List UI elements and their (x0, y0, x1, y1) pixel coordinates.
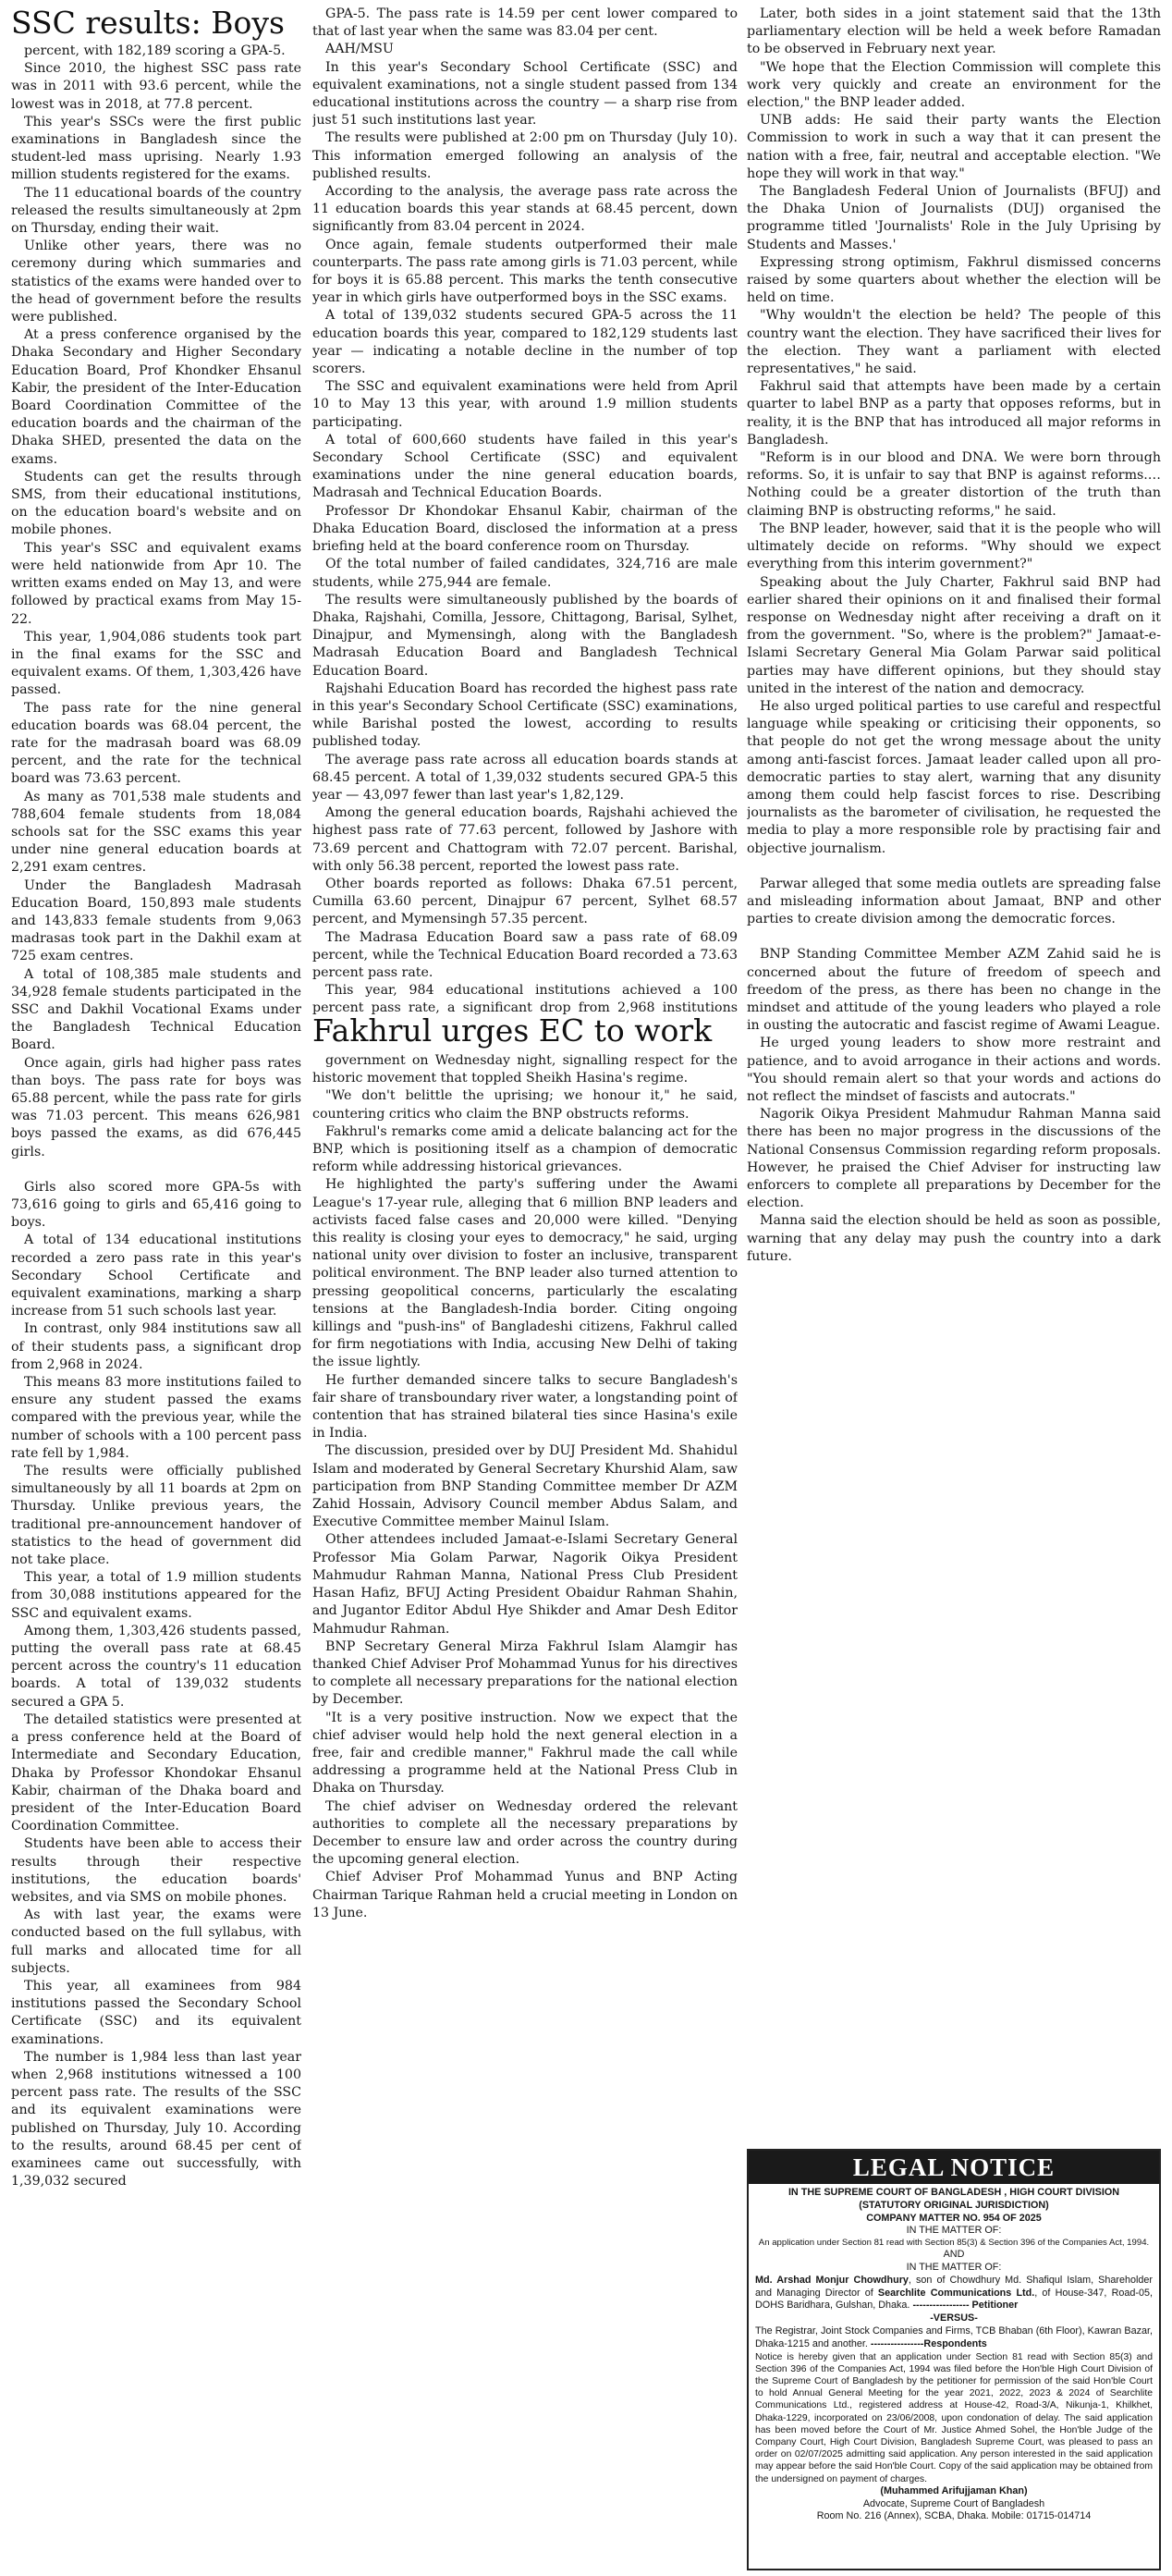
paragraph: The detailed statistics were presented at a press conference held at the Board of Intermediate and Secondary Education, Dhaka by Professor Khondokar Ehsanul Kabir, chairman of the Dhaka board and president of the Inter-Education Board Coordination Committee. (11, 1711, 301, 1834)
paragraph: The discussion, presided over by DUJ President Md. Shahidul Islam and moderated by General Secretary Khurshid Alam, saw participation from BNP Standing Committee member Dr AZM Zahid Hossain, Advisory Council member Abdus Salam, and Executive Committee member Mainul Islam. (312, 1443, 738, 1530)
matter-number: COMPANY MATTER NO. 954 OF 2025 (866, 2212, 1042, 2224)
paragraph: This year's SSC and equivalent exams were held nationwide from Apr 10. The written exams ended on May 13, and were followed by practical exams from May 15-22. (11, 540, 301, 627)
paragraph: Later, both sides in a joint statement said that the 13th parliamentary election will be held a week before Ramadan to be observed in February next year. (747, 6, 1161, 57)
paragraph: The chief adviser on Wednesday ordered the relevant authorities to complete all the necessary preparations by December to ensure law and order across the country during the upcoming general election. (312, 1798, 738, 1868)
jurisdiction: (STATUTORY ORIGINAL JURISDICTION) (859, 2199, 1049, 2211)
ssc-column-2 (312, 6, 738, 1017)
paragraph: The average pass rate across all education boards stands at 68.45 percent. A total of 1,39,032 students secured GPA-5 this year — 43,097 fewer than last year's 1,82,129. (312, 752, 738, 803)
respondent-text: The Registrar, Joint Stock Companies and Firms, TCB Bhaban (6th Floor), Kawran Bazar, Dhaka-1215 and another. (755, 2325, 1153, 2349)
paragraph: "Reform is in our blood and DNA. We were born through reforms. So, it is unfair to say that BNP is against reforms.…Nothing could be a greater distortion of the truth than claiming BNP is obstructing reforms," he said. (747, 450, 1161, 519)
paragraph: Students can get the results through SMS, from their educational institutions, on the education board's website and on mobile phones. (11, 469, 301, 538)
paragraph: He urged young leaders to show more restraint and patience, and to avoid arrogance in their actions and words. "You should remain alert so that your words and actions do not reflect the mindset of fascists and autocrats." (747, 1036, 1161, 1104)
petitioner-desc: , son of Chowdhury Md. Shafiqul Islam, Shareholder and Managing Director of (755, 2274, 1153, 2299)
paragraph: The results were simultaneously published by the boards of Dhaka, Rajshahi, Comilla, Jessore, Chittagong, Barisal, Sylhet, Dinajpur, and Mymensingh, along with the Bangladesh Madrasah Education Board and Bangladesh Technical Education Board. (312, 592, 738, 679)
paragraph: Other boards reported as follows: Dhaka 67.51 percent, Cumilla 63.60 percent, Dinajpur 67 percent, Sylhet 68.57 percent, and Mymensingh 57.35 percent. (312, 876, 738, 927)
paragraph: At a press conference organised by the Dhaka Secondary and Higher Secondary Education Board, Prof Khondker Ehsanul Kabir, the president of the Inter-Education Board Coordination Committee of the education boards and the chairman of the Dhaka SHED, presented the data on the exams. (11, 327, 301, 467)
ssc-column-1-text (11, 43, 301, 2190)
paragraph: Speaking about the July Charter, Fakhrul said BNP had earlier shared their opinions on it and finalised their formal response on Wednesday night after receiving a draft on it from the government. "So, where is the problem?" Jamaat-e-Islami Secretary General Mia Golam Parwar said political parties may have different opinions, but they should stay united in the interest of the nation and democracy. (747, 574, 1161, 696)
versus-label: -VERSUS- (930, 2312, 978, 2325)
paragraph: Chief Adviser Prof Mohammad Yunus and BNP Acting Chairman Tarique Rahman held a crucial meeting in London on 13 June. (312, 1870, 738, 1920)
respondent-block (755, 2325, 1153, 2351)
paragraph: Expressing strong optimism, Fakhrul dismissed concerns raised by some quarters about whether the election will be held on time. (747, 254, 1161, 306)
paragraph: Professor Dr Khondokar Ehsanul Kabir, chairman of the Dhaka Education Board, disclosed the information at a press briefing held at the board conference room on Thursday. (312, 503, 738, 555)
paragraph: Nagorik Oikya President Mahmudur Rahman Manna said there has been no major progress in the discussions of the National Consensus Commission regarding reform proposals. However, he praised the Chief Adviser for instructing law enforcers to complete all preparations by December for the election. (747, 1107, 1161, 1211)
paragraph: percent, with 182,189 scoring a GPA-5. (24, 43, 286, 58)
paragraph: A total of 600,660 students have failed in this year's Secondary School Certificate (SSC) and equivalent examinations under the nine general education boards, Madrasah and Technical Education Boards. (312, 432, 738, 501)
paragraph: This year's SSCs were the first public examinations in Bangladesh since the student-led mass uprising. Nearly 1.93 million students registered for the exams. (11, 114, 301, 183)
paragraph: The number is 1,984 less than last year when 2,968 institutions witnessed a 100 percent pass rate. The results of the SSC and its equivalent examinations were published on Thursday, July 10. According to the results, around 68.45 per cent of examinees came out successfully, with 1,39,032 secured (11, 2049, 301, 2190)
paragraph: According to the analysis, the average pass rate across the 11 education boards this year stands at 68.45 percent, down significantly from 83.04 percent in 2024. (312, 184, 738, 235)
ssc-headline: SSC results: Boys (11, 6, 285, 41)
legal-notice-body (749, 2184, 1159, 2527)
paragraph: Manna said the election should be held as soon as possible, warning that any delay may push the country into a dark future. (747, 1213, 1161, 1264)
paragraph: The results were officially published simultaneously by all 11 boards at 2pm on Thursday. Unlike previous years, the traditional pre-announcement handover of statistics to the head of government did not take place. (11, 1464, 301, 1568)
petitioner-name: Md. Arshad Monjur Chowdhury (755, 2274, 909, 2286)
paragraph: Once again, female students outperformed their male counterparts. The pass rate among girls is 71.03 percent, while for boys it is 65.88 percent. This marks the tenth consecutive year in which girls have outperformed boys in the SSC exams. (312, 237, 738, 306)
ssc-column-1 (11, 6, 301, 2570)
paragraph: "We hope that the Election Commission will complete this work very quickly and create an environment for the election," the BNP leader added. (747, 59, 1161, 111)
paragraph: The results were published at 2:00 pm on Thursday (July 10). This information emerged following an analysis of the published results. (312, 130, 738, 181)
paragraph: Under the Bangladesh Madrasah Education Board, 150,893 male students and 143,833 female students from 9,063 madrasas took part in the Dakhil exam at 725 exam centres. (11, 877, 301, 964)
paragraph: Unlike other years, there was no ceremony during which summaries and statistics of the exams were handed over to the head of government before the results were published. (11, 239, 301, 325)
paragraph: Of the total number of failed candidates, 324,716 are male students, while 275,944 are female. (312, 557, 738, 590)
paragraph: He highlighted the party's suffering under the Awami League's 17-year rule, alleging that 6 million BNP leaders and activists faced false cases and 20,000 were killed. "Denying this reality is closing your eyes to democracy," he said, urging national unity over division to foster an inclusive, transparent political environment. The BNP leader also turned attention to pressing geopolitical concerns, particularly the escalating tensions at the Bangladesh-India border. Citing ongoing killings and "push-ins" of Bangladeshi citizens, Fakhrul called for firm negotiations with India, accusing New Delhi of taking the issue lightly. (312, 1177, 738, 1370)
paragraph: Fakhrul's remarks come amid a delicate balancing act for the BNP, which is positioning itself as a champion of democratic reform while addressing historical grievances. (312, 1123, 738, 1175)
paragraph: BNP Secretary General Mirza Fakhrul Islam Alamgir has thanked Chief Adviser Prof Mohammad Yunus for his directives to complete all necessary preparations for the national election by December. (312, 1638, 738, 1708)
in-matter-label-2: IN THE MATTER OF: (906, 2261, 1002, 2273)
paragraph: The pass rate for the nine general education boards was 68.04 percent, the rate for the madrasah board was 68.09 percent, and the rate for the technical board was 73.63 percent. (11, 700, 301, 787)
respondent-label: ----------------Respondents (870, 2337, 987, 2349)
signatory-name: (Muhammed Arifujjaman Khan) (880, 2484, 1028, 2496)
paragraph: The Madrasa Education Board saw a pass rate of 68.09 percent, while the Technical Education Board recorded a 73.63 percent pass rate. (312, 929, 738, 980)
petitioner-block (755, 2275, 1153, 2312)
paragraph: Students have been able to access their results through their respective institutions, the education boards' websites, and via SMS on mobile phones. (11, 1836, 301, 1905)
ssc-column-2-text (312, 6, 738, 1017)
application-text: An application under Section 81 read with Section 85(3) & Section 396 of the Companies Act, 1994. (758, 2238, 1150, 2249)
paragraph: Other attendees included Jamaat-e-Islami Secretary General Professor Mia Golam Parwar, Nagorik Oikya President Mahmudur Rahman Manna, National Press Club President Hasan Hafiz, BFUJ Acting President Obaidur Rahman Shahin, and Jugantor Editor Abdul Hye Shikder and Amar Desh Editor Mahmudur Rahman. (312, 1532, 738, 1637)
paragraph: The 11 educational boards of the country released the results simultaneously at 2pm on Thursday, ending their wait. (11, 185, 301, 237)
in-matter-label-1: IN THE MATTER OF: (906, 2225, 1002, 2237)
paragraph: UNB adds: He said their party wants the Election Commission to work in such a way that it can present the nation with a free, fair, neutral and acceptable election. "We hope they will work in that way." (747, 113, 1161, 181)
paragraph: As many as 701,538 male students and 788,604 female students from 18,084 schools sat for the SSC exams this year under nine general education boards at 2,291 exam centres. (11, 789, 301, 876)
paragraph: The BNP leader, however, said that it is the people who will ultimately decide on reforms. "Why should we expect everything from this interim government?" (747, 521, 1161, 572)
paragraph: A total of 134 educational institutions recorded a zero pass rate in this year's Secondary School Certificate and equivalent examinations, marking a sharp increase from 51 such schools last year. (11, 1233, 301, 1319)
petitioner-label: ----------------- Petitioner (912, 2300, 1019, 2312)
paragraph: This year, 1,904,086 students took part in the final exams for the SSC and equivalent exams. Of them, 1,303,426 have passed. (11, 629, 301, 698)
paragraph: He also urged political parties to use careful and respectful language while speaking or criticising their opponents, so that people do not get the wrong message about the unity among anti-fascist forces. Jamaat leader called upon all pro-democratic parties to stay alert, warning that any disunity among them could help fascist forces to rise. Describing journalists as the barometer of civilisation, he requested the media to play a more responsible role by practising fair and objective journalism. (747, 698, 1161, 856)
paragraph: This year, all examinees from 984 institutions passed the Secondary School Certificate (SSC) and its equivalent examinations. (11, 1978, 301, 2047)
paragraph: He further demanded sincere talks to secure Bangladesh's fair share of transboundary river water, a longstanding point of contention that has strained bilateral ties since Hasina's exile in India. (312, 1372, 738, 1441)
paragraph: In this year's Secondary School Certificate (SSC) and equivalent examinations, not a single student passed from 134 educational institutions across the country — a sharp rise from just 51 such institutions last year. (312, 59, 738, 129)
fakhrul-column-right-text (747, 6, 1161, 1266)
petitioner-address: , of House-347, Road-05, DOHS Baridhara, Gulshan, Dhaka. (755, 2287, 1153, 2312)
paragraph: Rajshahi Education Board has recorded the highest pass rate in this year's Secondary School Certificate (SSC) examinations, while Barishal posted the lowest, according to results published today. (312, 681, 738, 750)
signatory-title: Advocate, Supreme Court of Bangladesh (862, 2497, 1045, 2509)
paragraph: In contrast, only 984 institutions saw all of their students pass, a significant drop from 2,968 in 2024. (11, 1321, 301, 1372)
legal-notice-box (747, 2149, 1161, 2570)
paragraph: This year, 984 educational institutions achieved a 100 percent pass rate, a significant drop from 2,968 institutions (312, 983, 738, 1016)
paragraph: Fakhrul said that attempts have been made by a certain quarter to label BNP as a party that opposes reforms, but in reality, it is the BNP that has introduced all major reforms in Bangladesh. (747, 379, 1161, 448)
paragraph: "It is a very positive instruction. Now we expect that the chief adviser would help hold the next general election in a free, fair and credible manner," Fakhrul made the call while addressing a programme held at the National Press Club in Dhaka on Thursday. (312, 1710, 738, 1797)
paragraph: As with last year, the exams were conducted based on the full syllabus, with full marks and allocated time for all subjects. (11, 1907, 301, 1976)
paragraph: "Why wouldn't the election be held? The people of this country want the election. They have sacrificed their lives for the election. They want a parliament with elected representatives," he said. (747, 308, 1161, 377)
fakhrul-column-main-text (312, 1052, 738, 1922)
paragraph: government on Wednesday night, signalling respect for the historic movement that toppled Sheikh Hasina's regime. (312, 1053, 738, 1086)
paragraph: Girls also scored more GPA-5s with 73,616 going to girls and 65,416 going to boys. (11, 1179, 301, 1231)
paragraph: Among the general education boards, Rajshahi achieved the highest pass rate of 77.63 percent, followed by Jashore with 73.69 percent and Chattogram with 72.07 percent. Barishal, with only 56.38 percent, reported the lowest pass rate. (312, 805, 738, 874)
paragraph: This year, a total of 1.9 million students from 30,088 institutions appeared for the SSC and equivalent exams. (11, 1570, 301, 1621)
paragraph: AAH/MSU (325, 42, 394, 57)
paragraph: This means 83 more institutions failed to ensure any student passed the exams compared with the previous year, while the number of schools with a 100 percent pass rate fell by 1,984. (11, 1375, 301, 1461)
paragraph: A total of 139,032 students secured GPA-5 across the 11 education boards this year, compared to 182,129 students last year — indicating a notable decline in the number of top scorers. (312, 308, 738, 377)
signatory-room: Room No. 216 (Annex), SCBA, Dhaka. Mobile: 01715-014714 (816, 2510, 1092, 2522)
and-label: AND (943, 2249, 965, 2261)
fakhrul-column-right (747, 6, 1161, 2143)
paragraph: The Bangladesh Federal Union of Journalists (BFUJ) and the Dhaka Union of Journalists (DUJ) organised the programme titled 'Journalists' Role in the July Uprising by Students and Masses.' (747, 184, 1161, 252)
paragraph: GPA-5. The pass rate is 14.59 per cent lower compared to that of last year when the same was 83.04 per cent. (312, 6, 738, 40)
legal-notice-title: LEGAL NOTICE (749, 2151, 1159, 2184)
paragraph: Since 2010, the highest SSC pass rate was in 2011 with 93.6 percent, while the lowest was in 2018, at 77.8 percent. (11, 61, 301, 112)
company-name: Searchlite Communications Ltd. (877, 2287, 1035, 2299)
notice-body-text: Notice is hereby given that an application under Section 81 read with Section 85(3) and Section 396 of the Companies Act, 1994 was filed before the Hon'ble High Court Division of the Supreme Court of Bangladesh by the petitioner for permission of the said Hon'ble Court to hold Annual General Meeting for the year 2021, 2022, 2023 & 2024 of Searchlite Communications Ltd., registered address at House-42, Road-3/A, Nikunja-1, Khilkhet, Dhaka-1229, incorporated on 23/06/2008, upon condonation of delay. The said application has been moved before the Court of Mr. Justice Ahmed Sohel, the Hon'ble Judge of the Company Court, High Court Division, Bangladesh Supreme Court, was pleased to pass an order on 02/07/2025 admitting said application. Any person interested in the said application may appear before the said Hon'ble Court. Copy of the said application may be obtained from the undersigned on payment of charges. (755, 2351, 1153, 2484)
paragraph: A total of 108,385 male students and 34,928 female students participated in the SSC and Dakhil Vocational Exams under the Bangladesh Technical Education Board. (11, 966, 301, 1053)
paragraph: Once again, girls had higher pass rates than boys. The pass rate for boys was 65.88 percent, while the pass rate for girls was 71.03 percent. This means 626,981 boys passed the exams, as did 676,445 girls. (11, 1055, 301, 1159)
paragraph: Among them, 1,303,426 students passed, putting the overall pass rate at 68.45 percent across the country's 11 education boards. A total of 139,032 students secured a GPA 5. (11, 1623, 301, 1710)
court-name: IN THE SUPREME COURT OF BANGLADESH , HIGH COURT DIVISION (787, 2187, 1120, 2198)
paragraph: BNP Standing Committee Member AZM Zahid said he is concerned about the future of freedom of speech and freedom of the press, as there has been no change in the mindset and attitude of the young leaders who played a role in ousting the autocratic and fascist regime of Awami League. (747, 947, 1161, 1034)
paragraph: The SSC and equivalent examinations were held from April 10 to May 13 this year, with around 1.9 million students participating. (312, 379, 738, 430)
paragraph: Parwar alleged that some media outlets are spreading false and misleading information about Jamaat, BNP and other parties to create division among the democratic forces. (747, 876, 1161, 927)
paragraph: "We don't belittle the uprising; we honour it," he said, countering critics who claim the BNP obstructs reforms. (312, 1088, 738, 1122)
fakhrul-column-main (312, 1052, 738, 2569)
fakhrul-headline: Fakhrul urges EC to work (312, 1012, 713, 1049)
